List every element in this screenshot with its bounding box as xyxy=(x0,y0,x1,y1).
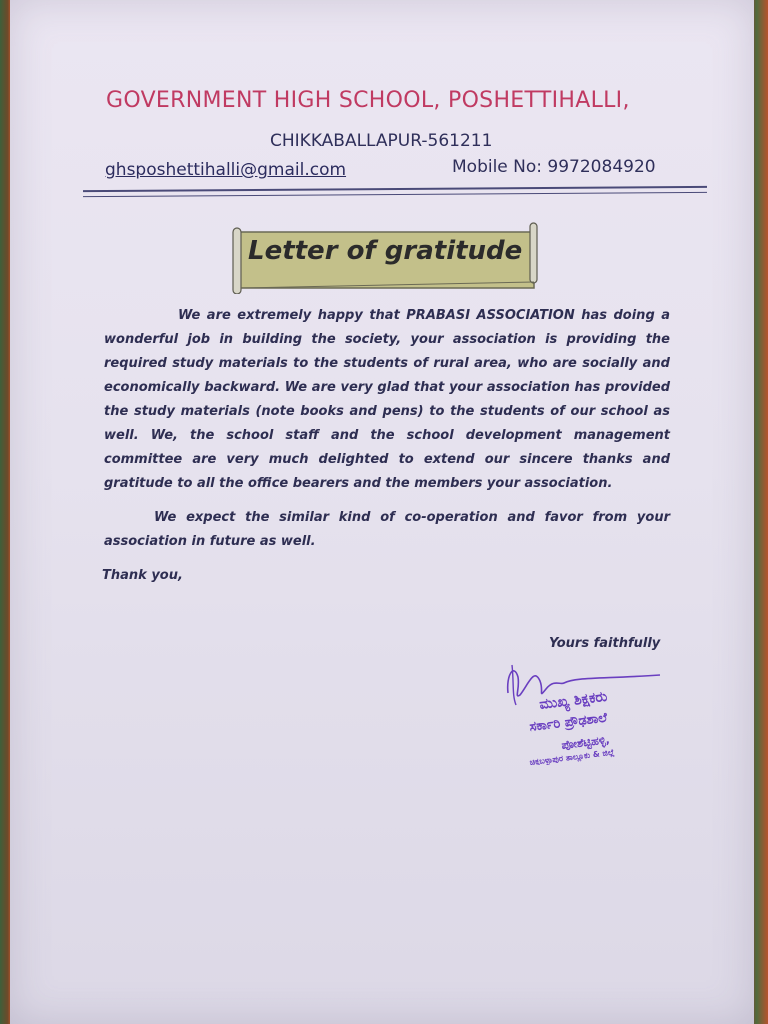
body-paragraph-2: We expect the similar kind of co-operation and favor from your association in future as well. xyxy=(104,510,670,549)
organization-name: PRABASI ASSOCIATION xyxy=(406,308,575,323)
school-email: ghsposhettihalli@gmail.com xyxy=(105,160,347,180)
sign-off: Yours faithfully xyxy=(549,636,661,651)
thank-you-line: Thank you, xyxy=(102,568,183,583)
svg-text:ಸರ್ಕಾರಿ ಪ್ರೌಢಶಾಲೆ: ಸರ್ಕಾರಿ ಪ್ರೌಢಶಾಲೆ xyxy=(528,710,609,735)
svg-text:ಚಿಕ್ಕಬಳ್ಳಾಪುರ ತಾಲ್ಲೂಕು & ಜಿಲ್ಲ: ಚಿಕ್ಕಬಳ್ಳಾಪುರ ತಾಲ್ಲೂಕು & ಜಿಲ್ಲೆ xyxy=(529,747,615,765)
svg-text:ಪೋಶೆಟ್ಟಿಹಳ್ಳಿ,: ಪೋಶೆಟ್ಟಿಹಳ್ಳಿ, xyxy=(560,733,611,752)
body-paragraph-1 xyxy=(104,304,670,496)
school-mobile: Mobile No: 9972084920 xyxy=(452,157,656,177)
paragraph-1-lead: We are extremely happy that xyxy=(178,308,407,323)
school-name: GOVERNMENT HIGH SCHOOL, POSHETTIHALLI, xyxy=(106,88,630,113)
school-address: CHIKKABALLAPUR-561211 xyxy=(270,131,493,151)
headmaster-stamp xyxy=(500,655,680,765)
svg-text:ಮುಖ್ಯ ಶಿಕ್ಷಕರು: ಮುಖ್ಯ ಶಿಕ್ಷಕರು xyxy=(538,688,609,713)
signature-stamp-icon xyxy=(500,655,680,765)
letter-title: Letter of gratitude xyxy=(248,236,523,266)
paragraph-1-rest: has doing a wonderful job in building the society, your association is providing the required study materials to the students of rural area, who are socially and economically backward. We are very glad that your association has provided the study materials (note books and pens) to the students of our school as well. We, the school staff and the school development management committee are very much delighted to extend our sincere thanks and gratitude to all the office bearers and the members your association. xyxy=(104,308,671,491)
title-banner xyxy=(232,222,538,294)
